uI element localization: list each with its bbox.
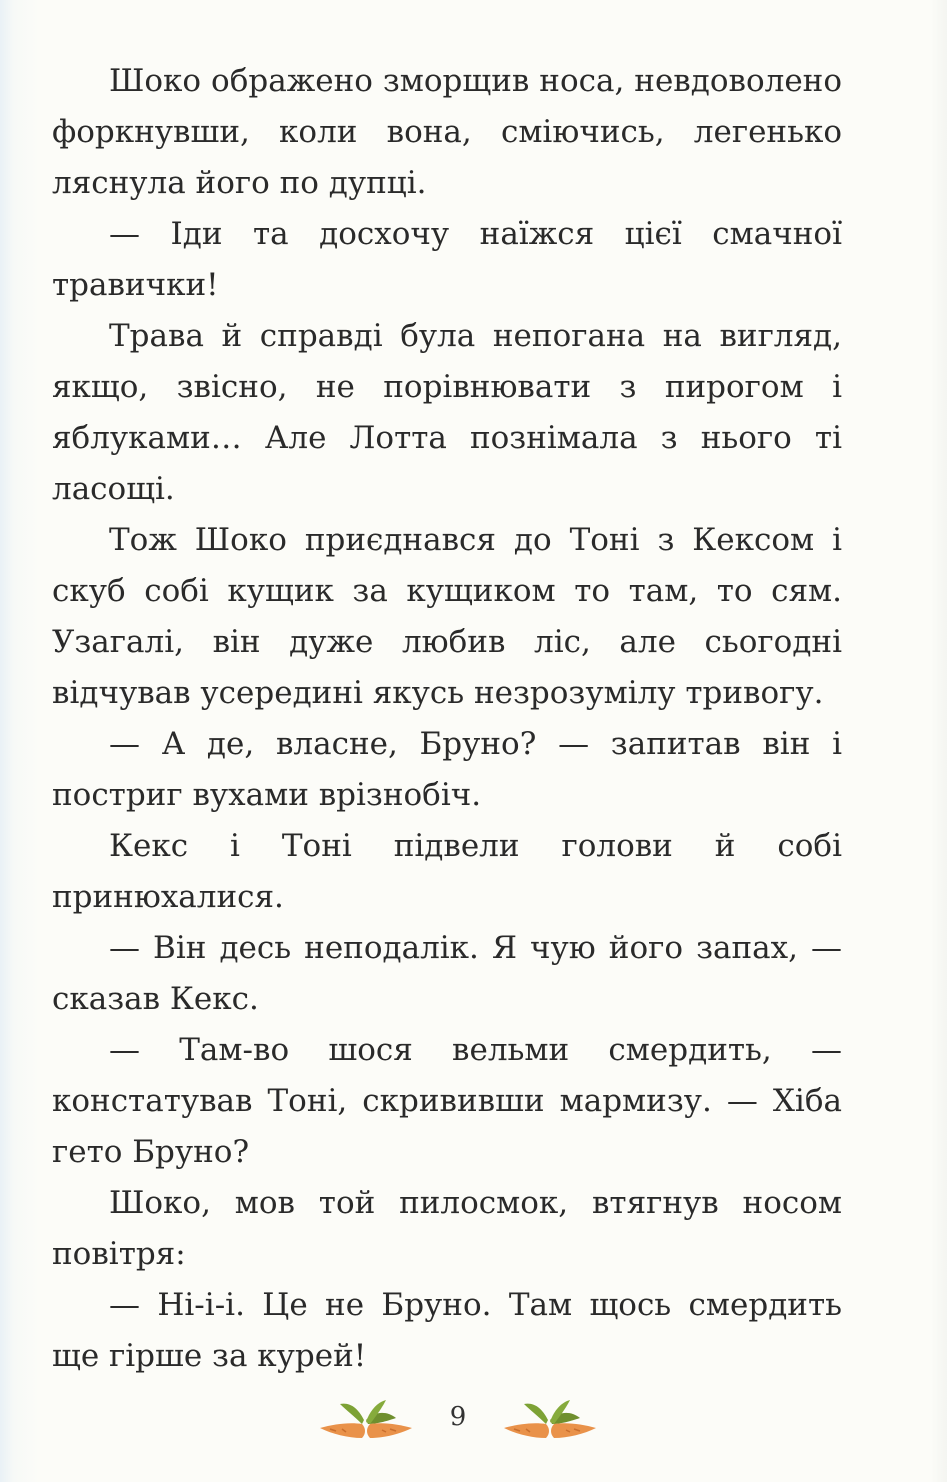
paragraph: Тож Шоко приєднався до Тоні з Кексом і скуб собі кущик за кущиком то там, то сям. Узагалі, він дуже любив ліс, але сьогодні відчував усередині якусь незрозумілу тривогу.	[52, 522, 842, 711]
carrot-icon	[316, 1398, 416, 1446]
paragraph: — Він десь неподалік. Я чую його запах, — сказав Кекс.	[52, 930, 842, 1017]
paragraph: Трава й справді була непогана на вигляд, якщо, звісно, не порівнювати з пирогом і яблуками… Але Лотта познімала з нього ті ласощі.	[52, 318, 842, 507]
carrot-icon	[500, 1398, 600, 1446]
paragraph: Кекс і Тоні підвели голови й собі принюхалися.	[52, 828, 842, 915]
page-number: 9	[449, 1402, 467, 1432]
paragraph: — Іди та досхочу наїжся цієї смачної травички!	[52, 216, 842, 303]
paragraph: Шоко, мов той пилосмок, втягнув носом повітря:	[52, 1185, 842, 1272]
paragraph: — А де, власне, Бруно? — запитав він і постриг вухами врізнобіч.	[52, 726, 842, 813]
body-text	[52, 56, 842, 1382]
paragraph: — Там-во шося вельми смердить, — констатував Тоні, скрививши мармизу. — Хіба гето Бруно?	[52, 1032, 842, 1170]
paragraph: — Ні-і-і. Це не Бруно. Там щось смердить ще гірше за курей!	[52, 1287, 842, 1374]
page-footer	[0, 1398, 947, 1448]
paragraph: Шоко ображено зморщив носа, невдоволено форкнувши, коли вона, сміючись, легенько ляснула його по дупці.	[52, 63, 842, 201]
